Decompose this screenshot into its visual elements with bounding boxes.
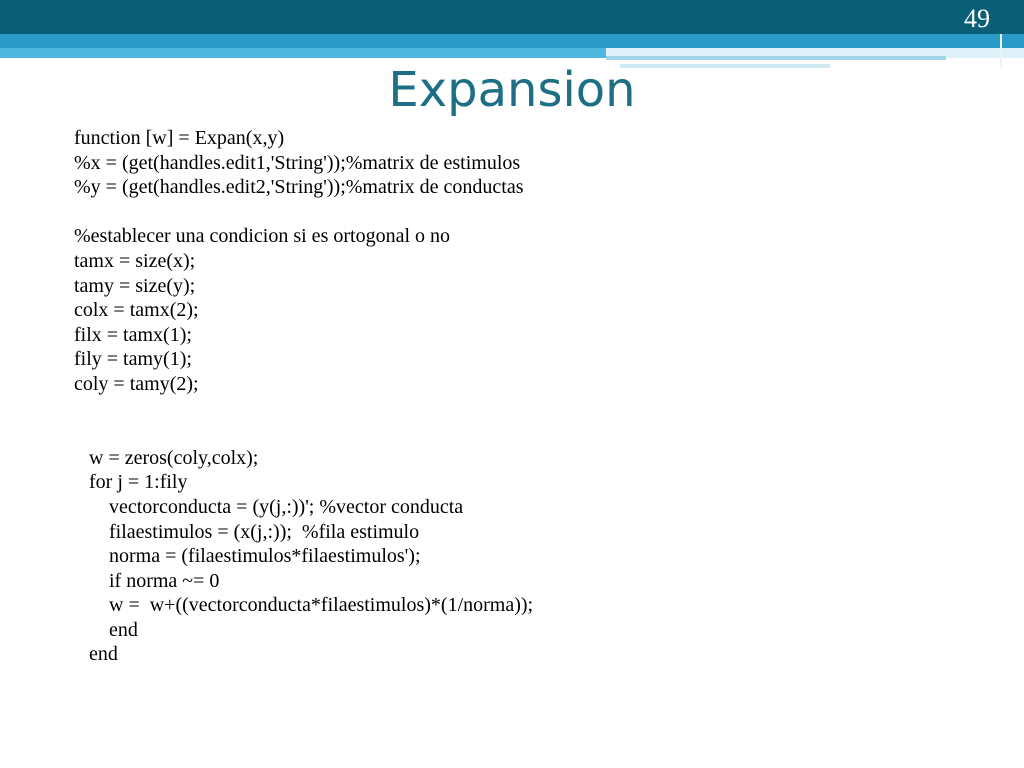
code-line: %establecer una condicion si es ortogonal o no bbox=[74, 225, 450, 248]
code-line: tamx = size(x); bbox=[74, 249, 196, 272]
code-line: function [w] = Expan(x,y) bbox=[74, 127, 285, 149]
code-line bbox=[74, 397, 974, 422]
header-band-dark bbox=[0, 0, 1024, 34]
code-line: w = zeros(coly,colx); bbox=[74, 446, 259, 469]
code-line: w = w+((vectorconducta*filaestimulos)*(1/norma)); bbox=[74, 594, 534, 617]
code-line: filx = tamx(1); bbox=[74, 323, 192, 346]
code-line: %x = (get(handles.edit1,'String'));%matrix de estimulos bbox=[74, 151, 521, 174]
code-line: filaestimulos = (x(j,:)); %fila estimulo bbox=[74, 520, 420, 543]
code-block bbox=[74, 126, 974, 667]
slide-title: Expansion bbox=[388, 62, 636, 118]
code-line: tamy = size(y); bbox=[74, 274, 196, 297]
code-line: if norma ~= 0 bbox=[74, 569, 220, 592]
code-line: norma = (filaestimulos*filaestimulos'); bbox=[74, 545, 421, 568]
code-line bbox=[74, 421, 974, 446]
header-band-mid bbox=[0, 34, 1024, 48]
code-line: fily = tamy(1); bbox=[74, 348, 192, 371]
code-line: coly = tamy(2); bbox=[74, 372, 199, 395]
slide-number: 49 bbox=[964, 4, 990, 33]
code-line: colx = tamx(2); bbox=[74, 299, 199, 322]
code-line: for j = 1:fily bbox=[74, 471, 188, 494]
code-line: end bbox=[74, 643, 118, 666]
code-line: end bbox=[74, 618, 138, 641]
code-line: vectorconducta = (y(j,:))'; %vector conducta bbox=[74, 495, 464, 518]
code-line bbox=[74, 200, 974, 225]
code-line: %y = (get(handles.edit2,'String'));%matrix de conductas bbox=[74, 176, 524, 199]
